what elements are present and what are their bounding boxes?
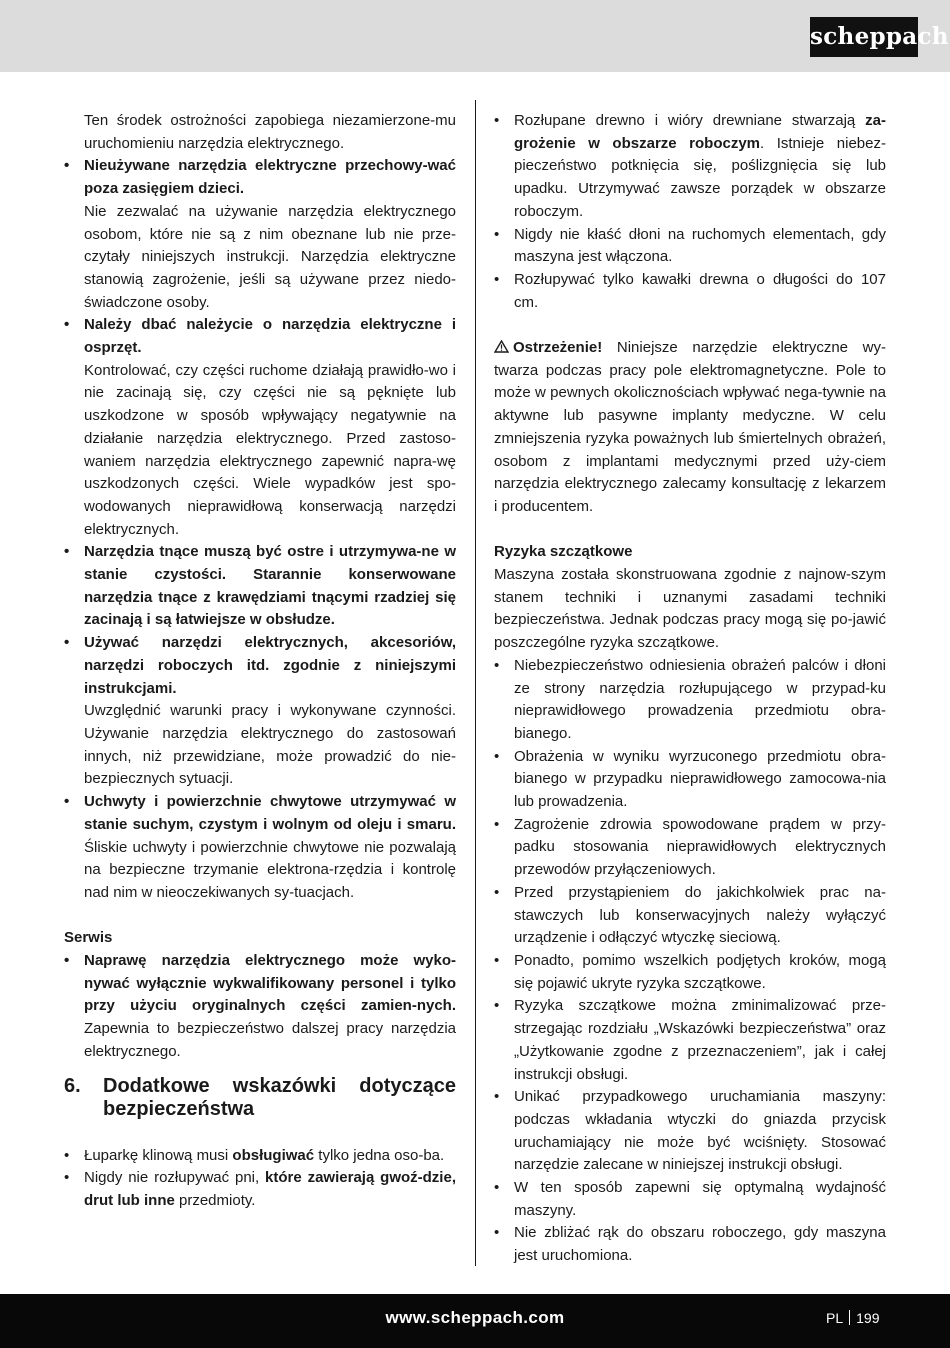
risk-item: • Ponadto, pomimo wszelkich podjętych kroków, mogą się pojawić ukryte ryzyka szczątkowe. [494, 951, 886, 992]
risk-item: • Nie zbliżać rąk do obszaru roboczego, gdy maszyna jest uruchomiona. [494, 1224, 886, 1265]
bullet-bold-text: Narzędzia tnące muszą być ostre i utrzymywa-ne w stanie czystości. Starannie konserwowane narzędzia tnące z krawędziami tnącymi rzadziej się zacinają i są łatwiejsze w obsłudze. [84, 543, 456, 629]
bullet-bold-text: Używać narzędzi elektrycznych, akcesoriów, narzędzi roboczych itd. zgodnie z niniejszymi instrukcjami. [84, 634, 456, 697]
risk-item: • Obrażenia w wyniku wyrzuconego przedmiotu obra-bianego w przypadku nieprawidłowego zamocowa-nia lub prowadzenia. [494, 747, 886, 811]
warning-text: Niniejsze narzędzie elektryczne wy-twarza podczas pracy pole elektromagnetyczne. Pole to może w pewnych okolicznościach wpływać nega-tywnie na aktywne lub pasywne implanty medyczne. W celu zmniejszenia ryzyka poważnych lub śmiertelnych obrażeń, osobom z implantami medycznymi przed uży-ciem narzędzia elektrycznego zalecamy konsultację z lekarzem i producentem. [494, 339, 887, 515]
warning-paragraph [494, 337, 886, 519]
bullet-bold-text: Nieużywane narzędzia elektryczne przechowy-wać poza zasięgiem dzieci. [84, 157, 456, 198]
page-number-value: 199 [856, 1310, 880, 1326]
bullet-item: • Narzędzia tnące muszą być ostre i utrzymywa-ne w stanie czystości. Starannie konserwowane narzędzia tnące z krawędziami tnącymi rzadziej się zacinają i są łatwiejsze w obsłudze. [64, 543, 456, 629]
bullet-text: Zapewnia to bezpieczeństwo dalszej pracy narzędzia elektrycznego. [84, 1020, 456, 1060]
risk-item: • Przed przystąpieniem do jakichkolwiek prac na-stawczych lub konserwacyjnych należy wyłączyć urządzenie i odłączyć wtyczkę sieciową. [494, 883, 886, 947]
website-link[interactable]: www.scheppach.com [385, 1308, 565, 1327]
risk-intro: Maszyna została skonstruowana zgodnie z najnow-szym stanem techniki i uznanymi zasadami techniki bezpieczeństwa. Jednak podczas pracy mogą się po-jawić poszczególne ryzyka szczątkowe. [494, 566, 886, 652]
bullet-text: Nie zezwalać na używanie narzędzia elektrycznego osobom, które nie są z nim obeznane lub nie prze-czytały niniejszych instrukcji. Narzędzia elektryczne stanowią zagrożenie, jeśli są używane przez niedo-świadczone osoby. [84, 202, 456, 311]
bullet-item: • Należy dbać należycie o narzędzia elektryczne i osprzęt. Kontrolować, czy części ruchome działają prawidło-wo i nie zacinają się, czy części nie są pęknięte lub uszkodzone w sposób wpływający negatywnie na działanie narzędzia elektrycznego. Przed zastoso-waniem narzędzia elektrycznego zapewnić napra-wę uszkodzonych części. Wiele wypadków jest spo-wodowanych nieprawidłową konserwacją narzędzi elektrycznych. [64, 316, 456, 538]
left-column [64, 110, 456, 1213]
risk-item: • W ten sposób zapewni się optymalną wydajność maszyny. [494, 1179, 886, 1219]
bullet-text: Uwzględnić warunki pracy i wykonywane czynności. Używanie narzędzia elektrycznego do zastosowań innych, niż przewidziane, może prowadzić do nie-bezpiecznych sytuacji. [84, 702, 456, 788]
warning-triangle-icon [494, 337, 509, 360]
bullet-text: Kontrolować, czy części ruchome działają prawidło-wo i nie zacinają się, czy części nie są pęknięte lub uszkodzone w sposób wpływający negatywnie na działanie narzędzia elektrycznego. Przed zastoso-waniem narzędzia elektrycznego zapewnić napra-wę uszkodzonych części. Wiele wypadków jest spo-wodowanych nieprawidłową konserwacją narzędzi elektrycznych. [84, 361, 456, 538]
page-header [0, 0, 950, 72]
risk-item: • Niebezpieczeństwo odniesienia obrażeń palców i dłoni ze strony narzędzia rozłupującego w przypad-ku nieprawidłowego prowadzenia przedmiotu obra-bianego. [494, 656, 886, 742]
page-number [826, 1310, 879, 1326]
language-code: PL [826, 1310, 844, 1326]
bullet-item: • Rozłupywać tylko kawałki drewna o długości do 107 cm. [494, 270, 886, 311]
column-divider [475, 100, 476, 1266]
risk-item: • Zagrożenie zdrowia spowodowane prądem w przy-padku stosowania nieprawidłowych elektrycznych przewodów przyłączeniowych. [494, 815, 886, 879]
section-title: Dodatkowe wskazówki dotyczące bezpieczeństwa [103, 1074, 456, 1120]
warning-label: Ostrzeżenie! [513, 339, 603, 357]
page-footer [0, 1294, 950, 1348]
risk-item: • Unikać przypadkowego uruchamiania maszyny: podczas wkładania wtyczki do gniazda przycisk uruchamiający nie może być wciśnięty. Stosować narzędzie zalecane w niniejszej instrukcji obsługi. [494, 1088, 886, 1174]
bullet-bold-text: Uchwyty i powierzchnie chwytowe utrzymywać w stanie suchym, czystym i wolnym od oleju i smaru. [84, 793, 456, 833]
section-number: 6. [64, 1074, 81, 1097]
bullet-item: • Nieużywane narzędzia elektryczne przechowy-wać poza zasięgiem dzieci. Nie zezwalać na używanie narzędzia elektrycznego osobom, które nie są z nim obeznane lub nie prze-czytały niniejszych instrukcji. Narzędzia elektryczne stanowią zagrożenie, jeśli są używane przez niedo-świadczone osoby. [64, 157, 456, 311]
bullet-item: • Naprawę narzędzia elektrycznego może wyko-nywać wyłącznie wykwalifikowany personel i tylko przy użyciu oryginalnych części zamien-nych. Zapewnia to bezpieczeństwo dalszej pracy narzędzia elektrycznego. [64, 952, 456, 1060]
bullet-item: • Nigdy nie rozłupywać pni, które zawierają gwoź-dzie, drut lub inne przedmioty. [64, 1169, 456, 1209]
risk-item: • Ryzyka szczątkowe można zminimalizować prze-strzegając rozdziału „Wskazówki bezpieczeństwa” oraz „Użytkowanie zgodne z przeznaczeniem”, jak i całej instrukcji obsługi. [494, 997, 886, 1083]
bullet-item: • Uchwyty i powierzchnie chwytowe utrzymywać w stanie suchym, czystym i wolnym od oleju i smaru. Śliskie uchwyty i powierzchnie chwytowe nie pozwalają na bezpieczne trzymanie elektrona-rzędzia i kontrolę nad nim w nieoczekiwanych sy-tuacjach. [64, 793, 456, 901]
serwis-heading: Serwis [64, 929, 113, 947]
brand-logo: scheppach [810, 17, 918, 57]
bullet-item: • Rozłupane drewno i wióry drewniane stwarzają za-grożenie w obszarze roboczym. Istnieje niebez-pieczeństwo potknięcia się, poślizgnięcia się lub upadku. Utrzymywać zawsze porządek w obszarze roboczym. [494, 112, 886, 220]
bullet-item: • Nigdy nie kłaść dłoni na ruchomych elementach, gdy maszyna jest włączona. [494, 225, 886, 266]
risk-heading: Ryzyka szczątkowe [494, 543, 633, 561]
bullet-text: Śliskie uchwyty i powierzchnie chwytowe nie pozwalają na bezpieczne trzymanie elektrona-rzędzia i kontrolę nad nim w nieoczekiwanych sy-tuacjach. [84, 838, 456, 901]
bullet-bold-text: Naprawę narzędzia elektrycznego może wyko-nywać wyłącznie wykwalifikowany personel i tylko przy użyciu oryginalnych części zamien-nych. [84, 952, 456, 1015]
section-heading [64, 1075, 456, 1121]
paragraph: Ten środek ostrożności zapobiega niezamierzone-mu uruchomieniu narzędzia elektrycznego. [84, 112, 456, 152]
bullet-bold-text: Należy dbać należycie o narzędzia elektryczne i osprzęt. [84, 316, 456, 357]
bullet-item: • Używać narzędzi elektrycznych, akcesoriów, narzędzi roboczych itd. zgodnie z niniejszymi instrukcjami. Uwzględnić warunki pracy i wykonywane czynności. Używanie narzędzia elektrycznego do zastosowań innych, niż przewidziane, może prowadzić do nie-bezpiecznych sytuacji. [64, 634, 456, 788]
right-column [494, 110, 886, 1268]
bullet-item: • Łuparkę klinową musi obsługiwać tylko jedna oso-ba. [64, 1146, 445, 1164]
